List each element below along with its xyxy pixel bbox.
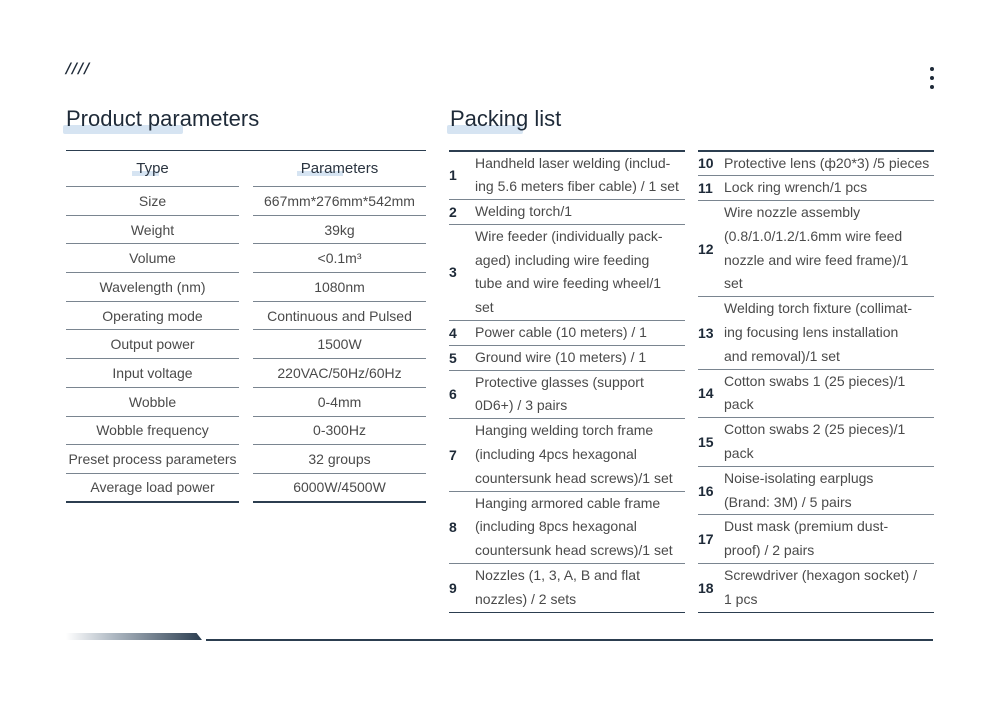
item-description-line: 0D6+) / 3 pairs: [475, 397, 568, 414]
list-item: [449, 371, 685, 420]
item-description-line: Dust mask (premium dust-: [724, 518, 889, 535]
item-description: [475, 152, 685, 200]
param-type-cell: Wavelength (nm): [66, 273, 239, 302]
column-header-parameters: Parameters: [300, 160, 379, 177]
table-row: [66, 187, 426, 216]
item-number: 13: [698, 324, 714, 341]
item-description: [724, 152, 934, 176]
item-description-line: Ground wire (10 meters) / 1: [475, 348, 647, 365]
item-number: 18: [698, 579, 714, 596]
list-item: [698, 152, 934, 177]
item-description: [724, 418, 934, 466]
footer-rule: [206, 639, 933, 641]
list-item: [449, 200, 685, 225]
table-row: [66, 244, 426, 273]
item-number: 1: [449, 167, 457, 184]
item-description-line: 1 pcs: [724, 590, 758, 607]
table-row: [66, 388, 426, 417]
item-number: 8: [449, 519, 457, 536]
item-description-line: (Brand: 3M) / 5 pairs: [724, 493, 852, 510]
item-number: 17: [698, 531, 714, 548]
item-number: 16: [698, 482, 714, 499]
item-description-line: Nozzles (1, 3, A, B and flat: [475, 567, 640, 584]
param-value-cell: 39kg: [253, 216, 426, 245]
param-type-cell: Preset process parameters: [66, 445, 239, 474]
table-row: [66, 216, 426, 245]
item-description-line: countersunk head screws)/1 set: [475, 542, 673, 559]
list-item: [449, 225, 685, 321]
item-description-line: Handheld laser welding (includ-: [475, 154, 671, 171]
item-description-line: aged) including wire feeding: [475, 251, 650, 268]
param-value-cell: 1500W: [253, 330, 426, 359]
item-description-line: countersunk head screws)/1 set: [475, 469, 673, 486]
param-type-cell: Volume: [66, 244, 239, 273]
list-item: [449, 346, 685, 371]
table-row: [66, 273, 426, 302]
table-row: [66, 474, 426, 503]
more-menu-icon[interactable]: [927, 67, 937, 89]
list-item: [698, 418, 934, 467]
item-description-line: pack: [724, 396, 754, 413]
item-description-line: Wire feeder (individually pack-: [475, 227, 663, 244]
item-description-line: Lock ring wrench/1 pcs: [724, 179, 868, 196]
item-description: [475, 321, 685, 345]
packing-list-right: [698, 150, 934, 613]
item-description-line: proof) / 2 pairs: [724, 542, 815, 559]
item-number: 4: [449, 324, 457, 341]
item-description-line: nozzle and wire feed frame)/1: [724, 251, 909, 268]
list-item: [698, 370, 934, 419]
item-description: [724, 370, 934, 418]
item-description-line: Welding torch fixture (collimat-: [724, 300, 913, 317]
item-description-line: Protective glasses (support: [475, 373, 644, 390]
item-description: [475, 419, 685, 490]
item-number: 10: [698, 155, 714, 172]
list-item: [449, 492, 685, 564]
item-description: [724, 176, 934, 200]
item-number: 3: [449, 264, 457, 281]
item-description-line: ing focusing lens installation: [724, 324, 899, 341]
item-description-line: ing 5.6 meters fiber cable) / 1 set: [475, 178, 679, 195]
param-value-cell: 1080nm: [253, 273, 426, 302]
table-header: [66, 151, 426, 187]
item-number: 14: [698, 385, 714, 402]
list-item: [698, 176, 934, 201]
param-value-cell: 667mm*276mm*542mm: [253, 187, 426, 216]
table-row: [66, 359, 426, 388]
item-description: [475, 200, 685, 224]
list-item: [449, 419, 685, 491]
item-number: 15: [698, 434, 714, 451]
param-value-cell: 6000W/4500W: [253, 474, 426, 503]
param-value-cell: 32 groups: [253, 445, 426, 474]
item-number: 5: [449, 349, 457, 366]
item-description: [475, 371, 685, 419]
param-type-cell: Size: [66, 187, 239, 216]
item-description-line: Wire nozzle assembly: [724, 204, 861, 221]
item-description-line: set: [724, 275, 743, 292]
item-description-line: Power cable (10 meters) / 1: [475, 324, 647, 341]
footer-accent-bar: [66, 633, 202, 640]
list-item: [698, 467, 934, 516]
table-row: [66, 417, 426, 446]
item-description-line: tube and wire feeding wheel/1: [475, 275, 662, 292]
list-item: [449, 321, 685, 346]
param-type-cell: Operating mode: [66, 302, 239, 331]
item-number: 11: [698, 180, 713, 197]
item-description-line: Screwdriver (hexagon socket) /: [724, 567, 917, 584]
item-description-line: nozzles) / 2 sets: [475, 590, 577, 607]
item-description: [724, 297, 934, 368]
list-item: [698, 515, 934, 564]
table-row: [66, 445, 426, 474]
table-row: [66, 302, 426, 331]
param-type-cell: Average load power: [66, 474, 239, 503]
decorative-slashes: ////: [66, 61, 91, 77]
column-header-type: Type: [136, 160, 169, 177]
packing-list-left: [449, 150, 685, 613]
item-description-line: Protective lens (ф20*3) /5 pieces: [724, 154, 930, 171]
item-description-line: Noise-isolating earplugs: [724, 469, 874, 486]
param-value-cell: Continuous and Pulsed: [253, 302, 426, 331]
list-item: [449, 152, 685, 201]
param-type-cell: Weight: [66, 216, 239, 245]
product-parameters-heading: Product parameters: [66, 106, 259, 132]
item-description-line: (0.8/1.0/1.2/1.6mm wire feed: [724, 227, 903, 244]
item-description-line: set: [475, 299, 494, 316]
item-description: [475, 346, 685, 370]
item-description: [475, 564, 685, 612]
item-description: [724, 201, 934, 296]
item-description-line: Cotton swabs 2 (25 pieces)/1: [724, 421, 906, 438]
packing-list-heading: Packing list: [450, 106, 561, 132]
item-number: 9: [449, 579, 457, 596]
table-row: [66, 330, 426, 359]
item-description: [724, 564, 934, 612]
param-value-cell: <0.1m³: [253, 244, 426, 273]
list-item: [698, 201, 934, 297]
item-description-line: Hanging armored cable frame: [475, 494, 661, 511]
list-item: [449, 564, 685, 613]
item-number: 6: [449, 386, 457, 403]
item-description: [475, 492, 685, 563]
item-description-line: pack: [724, 445, 754, 462]
item-description-line: Hanging welding torch frame: [475, 422, 654, 439]
param-type-cell: Output power: [66, 330, 239, 359]
parameters-table: [66, 150, 426, 503]
param-type-cell: Input voltage: [66, 359, 239, 388]
item-description-line: (including 8pcs hexagonal: [475, 518, 637, 535]
param-value-cell: 0-4mm: [253, 388, 426, 417]
list-item: [698, 297, 934, 369]
item-description: [724, 467, 934, 515]
item-description-line: and removal)/1 set: [724, 347, 840, 364]
param-type-cell: Wobble: [66, 388, 239, 417]
param-type-cell: Wobble frequency: [66, 417, 239, 446]
item-number: 12: [698, 240, 714, 257]
item-description-line: (including 4pcs hexagonal: [475, 446, 637, 463]
item-description: [475, 225, 685, 320]
item-description: [724, 515, 934, 563]
item-number: 7: [449, 446, 457, 463]
param-value-cell: 220VAC/50Hz/60Hz: [253, 359, 426, 388]
item-description-line: Cotton swabs 1 (25 pieces)/1: [724, 372, 906, 389]
list-item: [698, 564, 934, 613]
item-description-line: Welding torch/1: [475, 203, 573, 220]
item-number: 2: [449, 203, 457, 220]
param-value-cell: 0-300Hz: [253, 417, 426, 446]
